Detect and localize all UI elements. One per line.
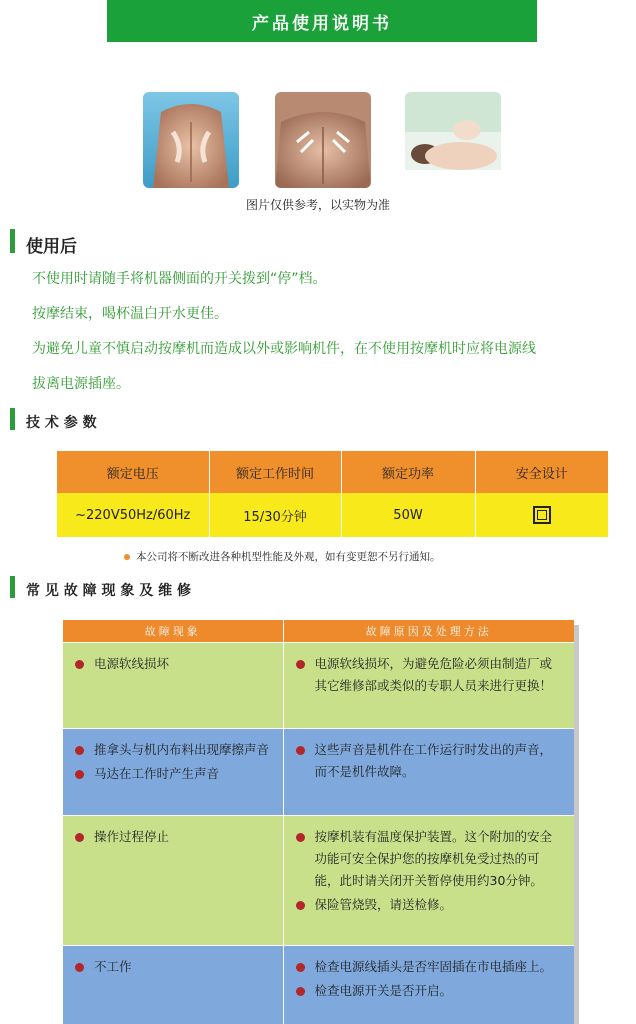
spec-header: 额定电压 <box>57 451 209 493</box>
bullet-icon <box>75 770 84 779</box>
after-use-line: 拔离电源插座。 <box>32 376 130 392</box>
table-row <box>63 815 574 945</box>
header-banner <box>107 0 537 42</box>
image-caption: 图片仅供参考，以实物为准 <box>245 198 390 212</box>
cause-text: 保险管烧毁，请送检修。 <box>314 896 453 912</box>
bullet-icon <box>75 746 84 755</box>
spec-voltage-value: ~220V50Hz/60Hz <box>57 493 209 537</box>
shoulder-massage-photo <box>275 92 371 188</box>
table-row <box>63 945 574 1024</box>
symptom-text: 操作过程停止 <box>94 828 170 844</box>
table-row <box>63 642 574 728</box>
bullet-icon <box>296 660 305 669</box>
cause-text: 这些声音是机件在工作运行时发出的声音，而不是机件故障。 <box>314 741 553 779</box>
bullet-icon <box>296 901 305 910</box>
spec-note <box>124 549 441 564</box>
troubleshooting-title: 常 见 故 障 现 象 及 维 修 <box>26 583 191 599</box>
bullet-icon <box>75 963 84 972</box>
cause-text: 检查电源线插头是否牢固插在市电插座上。 <box>314 958 553 974</box>
back-massage-photo <box>143 92 239 188</box>
after-use-line: 不使用时请随手将机器侧面的开关拨到“停”档。 <box>32 271 327 287</box>
spec-safety-value <box>475 493 608 537</box>
symptom-text: 马达在工作时产生声音 <box>94 765 220 781</box>
spec-header: 安全设计 <box>475 451 608 493</box>
section-marker <box>10 408 15 430</box>
bullet-icon <box>296 746 305 755</box>
spec-power-value: 50W <box>341 493 475 537</box>
double-insulation-icon <box>533 506 551 524</box>
after-use-title: 使用后 <box>26 237 77 257</box>
trouble-header: 故障原因及处理方法 <box>283 620 574 642</box>
page-title: 产品使用说明书 <box>252 13 392 34</box>
table-row <box>63 728 574 815</box>
troubleshooting-table <box>63 620 574 1024</box>
cause-text: 按摩机装有温度保护装置。这个附加的安全功能可安全保护您的按摩机免受过热的可能，此时请关闭开关暂停使用约30分钟。 <box>314 828 553 888</box>
bullet-icon <box>124 554 130 560</box>
section-marker <box>10 576 15 598</box>
spec-header: 额定功率 <box>341 451 475 493</box>
bullet-icon <box>75 833 84 842</box>
cause-text: 电源软线损坏，为避免危险必须由制造厂或其它维修部或类似的专职人员来进行更换！ <box>314 655 553 693</box>
after-use-line: 按摩结束，喝杯温白开水更佳。 <box>32 306 228 322</box>
bullet-icon <box>296 833 305 842</box>
spec-time-value: 15/30分钟 <box>209 493 341 537</box>
bullet-icon <box>75 660 84 669</box>
symptom-text: 推拿头与机内布料出现摩擦声音 <box>94 741 270 757</box>
bullet-icon <box>296 987 305 996</box>
trouble-header: 故障现象 <box>63 620 283 642</box>
spa-massage-photo <box>405 92 501 188</box>
symptom-text: 电源软线损坏 <box>94 655 170 671</box>
after-use-line: 为避免儿童不慎启动按摩机而造成以外或影响机件，在不使用按摩机时应将电源线 <box>32 341 536 357</box>
symptom-text: 不工作 <box>94 958 132 974</box>
spec-note-text: 本公司将不断改进各种机型性能及外观，如有变更恕不另行通知。 <box>136 551 441 563</box>
cause-text: 检查电源开关是否开启。 <box>314 982 453 998</box>
spec-header: 额定工作时间 <box>209 451 341 493</box>
tech-specs-table <box>57 451 608 537</box>
section-marker <box>10 229 15 253</box>
tech-specs-title: 技 术 参 数 <box>26 415 97 431</box>
bullet-icon <box>296 963 305 972</box>
